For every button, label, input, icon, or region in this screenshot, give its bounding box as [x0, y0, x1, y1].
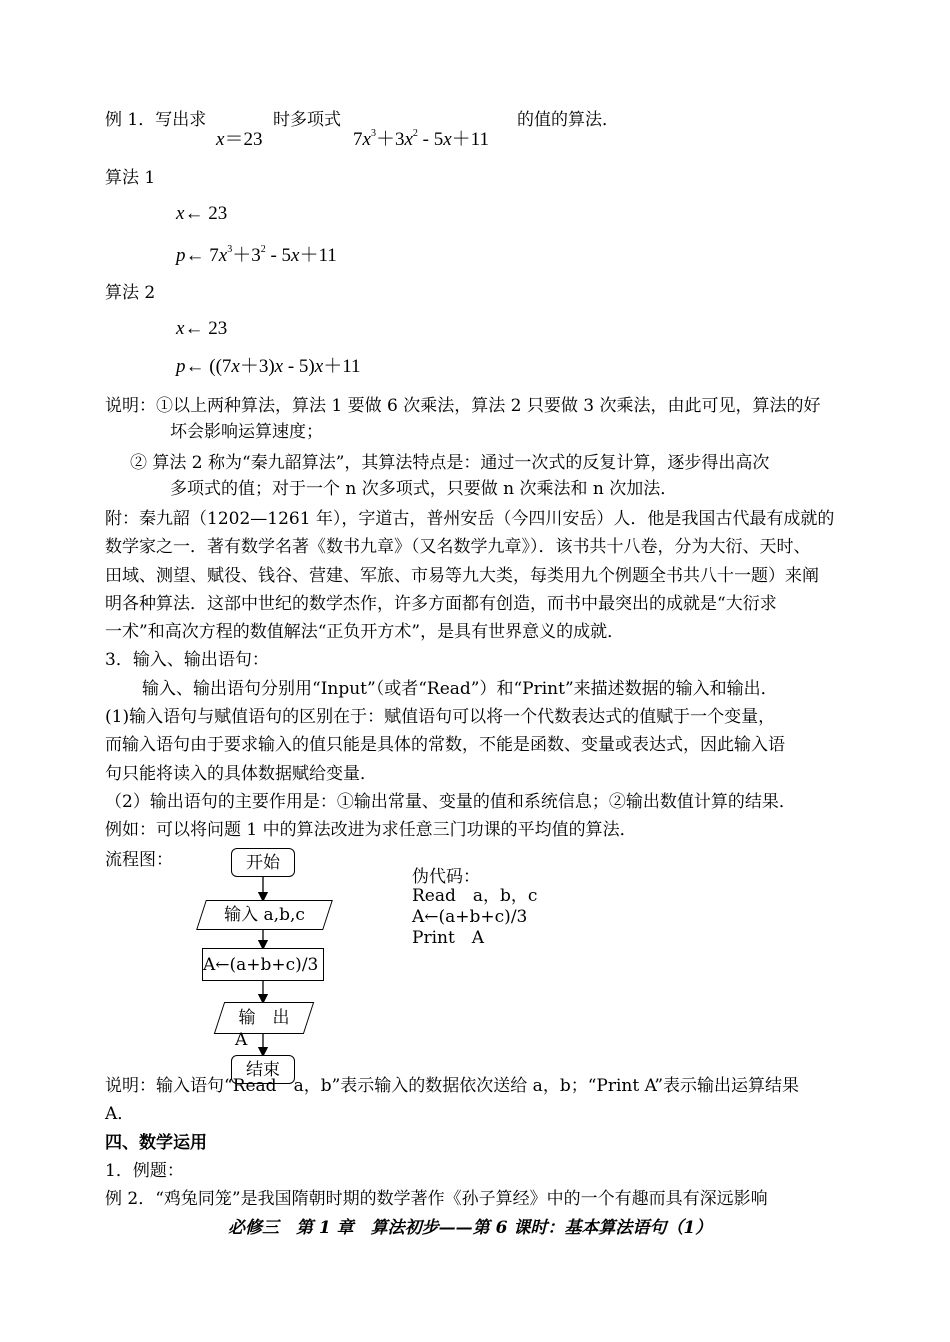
alg1-label: 算法 1: [105, 168, 156, 188]
io-line2: (1)输入语句与赋值语句的区别在于：赋值语句可以将一个代数表达式的值赋于一个变量，: [105, 707, 776, 727]
io-line3: 而输入语句由于要求输入的值只能是具体的常数，不能是函数、变量或表达式，因此输入语: [105, 735, 785, 755]
appendix-line4: 明各种算法．这部中世纪的数学杰作，许多方面都有创造，而书中最突出的成就是“大衍求: [105, 594, 777, 614]
example1-polynomial: $7x^3+3x^2 - 5x+11$: [353, 128, 489, 150]
alg1-line2: p← $7x^3+3^2 - 5x+11$: [176, 244, 337, 266]
section4-sub: 1．例题：: [105, 1161, 184, 1181]
section4-heading: 四、数学运用: [105, 1133, 207, 1153]
flow-assign-box: [202, 948, 324, 981]
flow-input-label: 输入 a,b,c: [224, 905, 305, 925]
io-line6: 例如：可以将问题 1 中的算法改进为求任意三门功课的平均值的算法．: [105, 820, 637, 840]
pseudo-line3: Print A: [412, 928, 485, 948]
flow-assign-label: A←(a+b+c)/3: [203, 954, 319, 975]
appendix-line3: 田域、测望、赋役、钱谷、营建、军旅、市易等九大类，每类用九个例题全书共八十一题）来阐: [105, 566, 819, 586]
io-line1: 输入、输出语句分别用“Input”（或者“Read”）和“Print”来描述数据的输入和输出．: [142, 679, 778, 699]
appendix-line1: 附：秦九韶（1202—1261 年），字道古，普州安岳（今四川安岳）人．他是我国古代最有成就的: [105, 509, 835, 529]
note2-line1: 说明：输入语句“Read a，b”表示输入的数据依次送给 a，b；“Print A”表示输出运算结果: [105, 1076, 800, 1096]
alg1-line1: x← 23: [176, 203, 228, 224]
note1-line1: 说明：①以上两种算法，算法 1 要做 6 次乘法，算法 2 只要做 3 次乘法，由此可见，算法的好: [105, 396, 821, 416]
flow-output-label: 输 出: [238, 1008, 290, 1028]
example1-suffix: 的值的算法．: [517, 110, 619, 130]
pseudo-line2: A←(a+b+c)/3: [412, 907, 528, 927]
note1-line4: 多项式的值；对于一个 n 次多项式，只要做 n 次乘法和 n 次加法．: [170, 479, 678, 499]
note1-line3: ② 算法 2 称为“秦九韶算法”，其算法特点是：通过一次式的反复计算，逐步得出高次: [130, 453, 770, 473]
example1-x-value: x＝23: [216, 129, 263, 150]
io-line4: 句只能将读入的具体数据赋给变量．: [105, 764, 377, 784]
flow-start-box: [231, 848, 295, 877]
example1-prefix: 例 1．写出求: [105, 110, 207, 130]
note1-line2: 坏会影响运算速度；: [170, 422, 323, 442]
alg2-line2: p← ((7x＋3)x - 5)x＋11: [176, 356, 361, 377]
example2-line: 例 2．“鸡兔同笼”是我国隋朝时期的数学著作《孙子算经》中的一个有趣而具有深远影响: [105, 1189, 768, 1209]
example1-mid: 时多项式: [273, 110, 341, 130]
page-footer: 必修三 第 1 章 算法初步——第 6 课时：基本算法语句（1）: [228, 1218, 713, 1238]
appendix-line2: 数学家之一．著有数学名著《数书九章》（又名数学九章》）．该书共十八卷，分为大衍、天时、: [105, 537, 811, 557]
flow-start-label: 开始: [246, 852, 280, 873]
alg2-line1: x← 23: [176, 318, 228, 339]
io-line5: （2）输出语句的主要作用是：①输出常量、变量的值和系统信息；②输出数值计算的结果．: [105, 792, 796, 812]
flowchart-label: 流程图：: [105, 850, 173, 870]
flow-end-label: 结束: [246, 1059, 280, 1080]
flow-input-box: [201, 900, 328, 930]
alg2-label: 算法 2: [105, 283, 156, 303]
pseudo-title: 伪代码：: [412, 867, 480, 887]
io-heading: 3．输入、输出语句：: [105, 650, 269, 670]
pseudo-line1: Read a，b，c: [412, 886, 538, 906]
note2-line2: A．: [105, 1104, 135, 1124]
flow-output-var: A: [235, 1030, 248, 1050]
flow-output-box: [219, 1002, 309, 1034]
appendix-line5: 一术”和高次方程的数值解法“正负开方术”，是具有世界意义的成就．: [105, 622, 625, 642]
